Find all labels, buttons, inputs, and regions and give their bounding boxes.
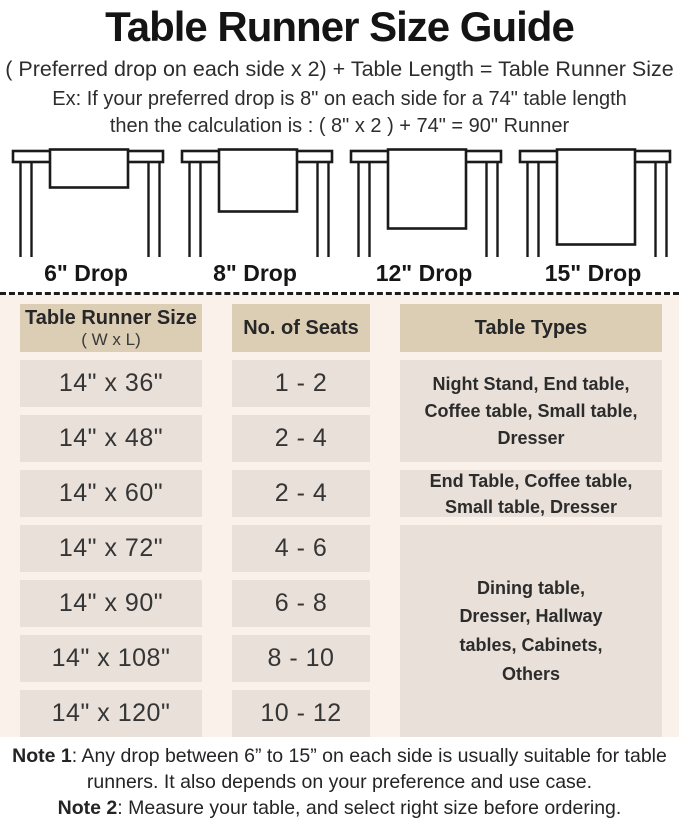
diagram-row bbox=[2, 148, 677, 292]
header-runner-size-line1: Table Runner Size bbox=[25, 306, 197, 329]
diagram-8in-drop bbox=[173, 148, 337, 292]
runner-size-cell: 14" x 72" bbox=[20, 525, 202, 572]
page-title: Table Runner Size Guide bbox=[105, 3, 574, 50]
table-types-cell: Dining table, Dresser, Hallway tables, Cabinets, Others bbox=[400, 525, 662, 737]
formula-text: ( Preferred drop on each side x 2) + Table Length = Table Runner Size bbox=[5, 57, 674, 82]
header-seats-label: No. of Seats bbox=[243, 316, 359, 339]
table-sketch-8in bbox=[174, 148, 336, 257]
note-2 bbox=[2, 796, 677, 822]
drop-label-12in: 12" Drop bbox=[375, 259, 473, 286]
runner bbox=[388, 149, 466, 228]
drop-label-6in: 6" Drop bbox=[44, 259, 128, 286]
example-line-1: Ex: If your preferred drop is 8" on each side for a 74" table length bbox=[52, 88, 627, 111]
note-1-text: : Any drop between 6” to 15” on each side is usually suitable for table runners. It also depends on your preference and use case. bbox=[71, 745, 667, 794]
drop-diagrams-section bbox=[0, 142, 679, 295]
runner-size-cell: 14" x 108" bbox=[20, 635, 202, 682]
seats-cell: 4 - 6 bbox=[232, 525, 370, 572]
table-sketch-12in bbox=[343, 148, 505, 257]
runner bbox=[50, 149, 128, 187]
runner-size-cell: 14" x 60" bbox=[20, 470, 202, 517]
seats-cell: 2 - 4 bbox=[232, 470, 370, 517]
example-line-2: then the calculation is : ( 8" x 2 ) + 74" = 90" Runner bbox=[109, 115, 570, 138]
diagram-6in-drop bbox=[4, 148, 168, 292]
header-table-types bbox=[400, 304, 662, 352]
note-1 bbox=[2, 744, 677, 796]
seats-cell: 6 - 8 bbox=[232, 580, 370, 627]
table-sketch-6in bbox=[5, 148, 167, 257]
header-runner-size-line2: ( W x L) bbox=[81, 329, 141, 349]
header-section bbox=[0, 0, 679, 139]
table-types-cell: Night Stand, End table, Coffee table, Small table, Dresser bbox=[400, 360, 662, 462]
note-1-label: Note 1 bbox=[12, 745, 72, 768]
diagram-15in-drop bbox=[511, 148, 675, 292]
seats-cell: 8 - 10 bbox=[232, 635, 370, 682]
note-2-text: : Measure your table, and select right size before ordering. bbox=[117, 796, 622, 819]
size-table-section bbox=[0, 295, 679, 737]
header-seats bbox=[232, 304, 370, 352]
runner-size-cell: 14" x 120" bbox=[20, 690, 202, 737]
drop-label-15in: 15" Drop bbox=[544, 259, 642, 286]
note-2-label: Note 2 bbox=[57, 796, 118, 819]
runner bbox=[557, 149, 635, 244]
runner-size-cell: 14" x 90" bbox=[20, 580, 202, 627]
drop-label-8in: 8" Drop bbox=[213, 259, 297, 286]
header-runner-size bbox=[20, 304, 202, 352]
runner-size-cell: 14" x 36" bbox=[20, 360, 202, 407]
seats-cell: 2 - 4 bbox=[232, 415, 370, 462]
notes-section bbox=[0, 737, 679, 822]
seats-cell: 1 - 2 bbox=[232, 360, 370, 407]
table-types-cell: End Table, Coffee table, Small table, Dresser bbox=[400, 470, 662, 517]
size-table bbox=[20, 304, 662, 737]
header-table-types-label: Table Types bbox=[474, 316, 588, 339]
runner bbox=[219, 149, 297, 211]
runner-size-cell: 14" x 48" bbox=[20, 415, 202, 462]
seats-cell: 10 - 12 bbox=[232, 690, 370, 737]
table-sketch-15in bbox=[512, 148, 674, 257]
diagram-12in-drop bbox=[342, 148, 506, 292]
